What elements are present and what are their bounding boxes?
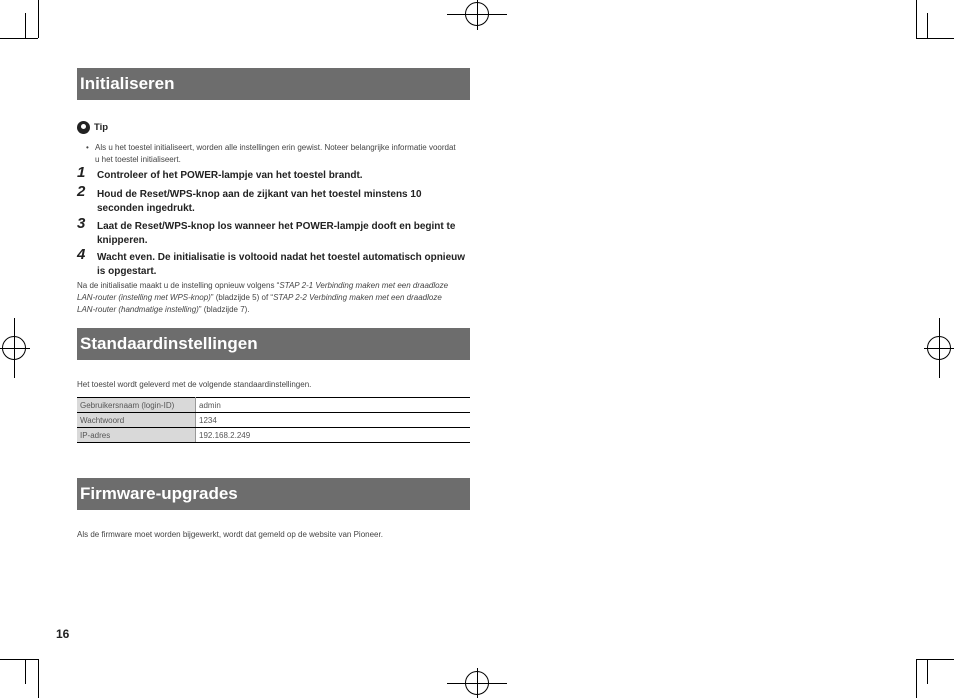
- step-text: Laat de Reset/WPS-knop los wanneer het POWER-lampje dooft en begint te knipperen.: [97, 221, 456, 246]
- step-2: [77, 183, 467, 216]
- row-value: 1234: [196, 413, 471, 428]
- row-value: admin: [196, 398, 471, 413]
- row-label: Gebruikersnaam (login-ID): [77, 398, 196, 413]
- para-text: ” (bladzijde 7).: [198, 305, 250, 314]
- tip-heading: [77, 121, 108, 134]
- after-init-paragraph: [77, 280, 462, 316]
- link-stap-2-1: STAP 2-1 Verbinding maken met een draadloze LAN-router (instelling met WPS-knop): [77, 281, 449, 302]
- row-label: Wachtwoord: [77, 413, 196, 428]
- step-text: Wacht even. De initialisatie is voltooid nadat het toestel automatisch opnieuw is opgestart.: [97, 252, 466, 277]
- defaults-table: [77, 397, 470, 443]
- section-title-initialiseren: Initialiseren: [77, 68, 470, 100]
- tip-label: Tip: [94, 122, 109, 133]
- step-3: [77, 215, 467, 248]
- step-number: 2: [77, 183, 86, 200]
- section-title-standaardinstellingen: Standaardinstellingen: [77, 328, 470, 360]
- step-text: Controleer of het POWER-lampje van het toestel brandt.: [97, 170, 363, 181]
- link-stap-2-2: STAP 2-2 Verbinding maken met een draadloze LAN-router (handmatige instelling): [77, 293, 442, 314]
- para-text: Na de initialisatie maakt u de instelling opnieuw volgens “: [77, 281, 280, 290]
- step-number: 4: [77, 246, 86, 263]
- bullet-dot-icon: •: [86, 143, 89, 152]
- step-number: 3: [77, 215, 86, 232]
- table-row: [77, 398, 470, 413]
- step-1: [77, 164, 467, 183]
- tip-bullet-text: Als u het toestel initialiseert, worden alle instellingen erin gewist. Noteer belangrijke informatie voordat u het toestel initialiseert.: [95, 143, 456, 164]
- row-label: IP-adres: [77, 428, 196, 443]
- step-text: Houd de Reset/WPS-knop aan de zijkant van het toestel minstens 10 seconden ingedrukt.: [97, 189, 422, 214]
- defaults-intro: Het toestel wordt geleverd met de volgende standaardinstellingen.: [77, 380, 312, 389]
- para-text: ” (bladzijde 5) of “: [210, 293, 274, 302]
- step-number: 1: [77, 164, 86, 181]
- table-row: [77, 428, 470, 443]
- page-number: 16: [56, 627, 70, 641]
- section-title-firmware-upgrades: Firmware-upgrades: [77, 478, 470, 510]
- firmware-text: Als de firmware moet worden bijgewerkt, wordt dat gemeld op de website van Pioneer.: [77, 530, 383, 539]
- tip-icon: [77, 121, 90, 134]
- row-value: 192.168.2.249: [196, 428, 471, 443]
- table-row: [77, 413, 470, 428]
- tip-bullet: [86, 142, 456, 166]
- step-4: [77, 246, 467, 279]
